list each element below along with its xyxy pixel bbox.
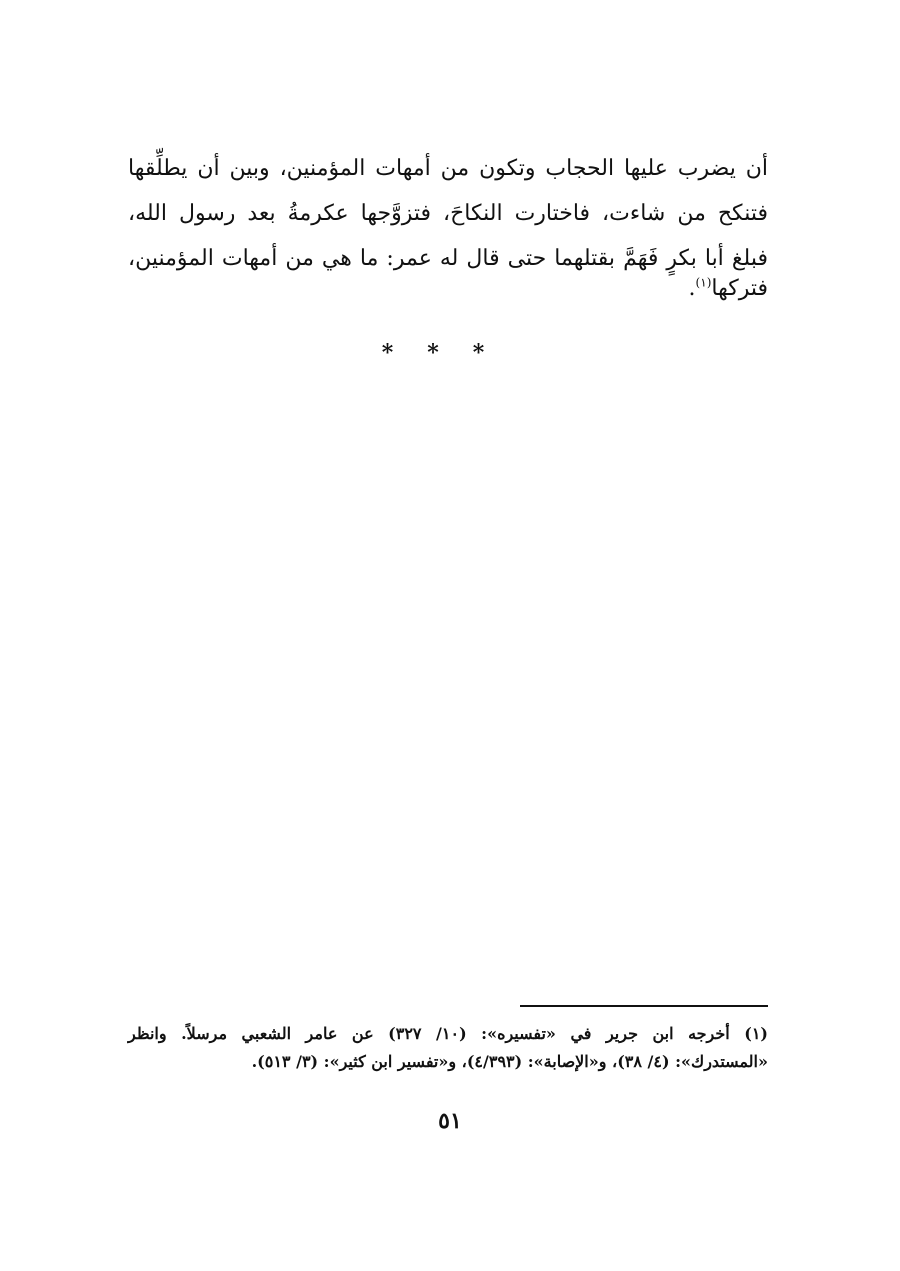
footnotes <box>128 1020 768 1076</box>
separator-star-1: * <box>472 340 519 366</box>
text-line-1: أن يضرب عليها الحجاب وتكون من أمهات المؤمنين، وبين أن يطلِّقها <box>128 156 768 181</box>
text-line-3: فبلغ أبا بكرٍ فَهَمَّ بقتلهما حتى قال له عمر: ما هي من أمهات المؤمنين، <box>128 246 768 271</box>
separator-star-2: * <box>427 340 473 366</box>
footnote-divider <box>520 1005 768 1007</box>
section-separator <box>0 340 900 366</box>
footnote-line-2: «المستدرك»: (٤/ ٣٨)، و«الإصابة»: (٤/٣٩٣)، و«تفسير ابن كثير»: (٣/ ٥١٣). <box>251 1052 768 1071</box>
text-line-4-end: . <box>688 276 696 301</box>
separator-star-3: * <box>381 340 428 366</box>
main-text <box>128 146 768 303</box>
text-line-2: فتنكح من شاءت، فاختارت النكاحَ، فتزوَّجها عكرمةُ بعد رسول الله، <box>128 201 768 226</box>
text-line-4-word: فتركها <box>711 276 768 301</box>
footnote-line-1: (١) أخرجه ابن جرير في «تفسيره»: (١٠/ ٣٢٧) عن عامر الشعبي مرسلاً. وانظر <box>128 1024 768 1043</box>
page-number: ٥١ <box>438 1108 462 1134</box>
footnote-reference[interactable]: (١) <box>695 275 712 290</box>
